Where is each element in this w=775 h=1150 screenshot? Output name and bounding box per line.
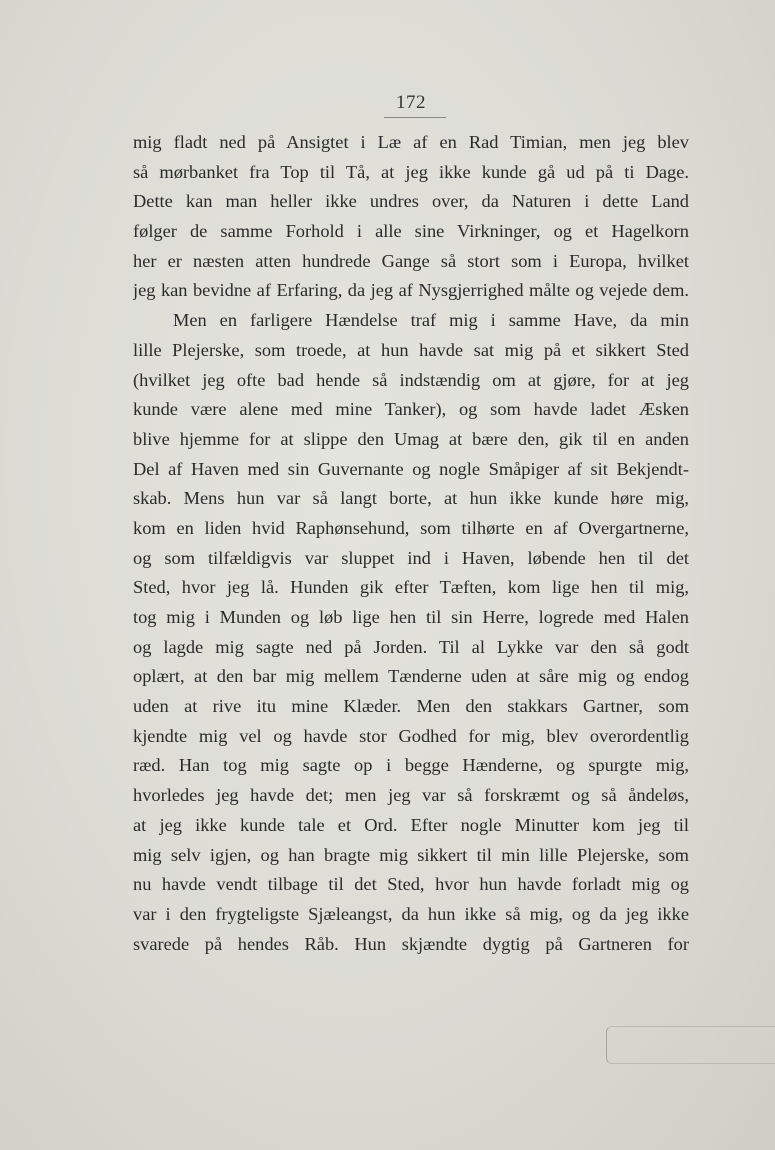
text-line: Sted, hvor jeg lå. Hunden gik efter Tæften, kom lige hen til mig, [133, 577, 689, 598]
text-line: mig fladt ned på Ansigtet i Læ af en Rad Timian, men jeg blev [133, 132, 689, 152]
text-line: hvorledes jeg havde det; men jeg var så forskræmt og så åndeløs, [133, 785, 689, 806]
text-line: kjendte mig vel og havde stor Godhed for mig, blev overordentlig [133, 725, 689, 746]
text-line: kom en liden hvid Raphønsehund, som tilhørte en af Overgartnerne, [133, 517, 689, 538]
text-line: blive hjemme for at slippe den Umag at bære den, gik til en anden [133, 428, 689, 449]
page-number: 172 [396, 92, 426, 113]
text-line: lille Plejerske, som troede, at hun havde sat mig på et sikkert Sted [133, 339, 689, 360]
text-line: tog mig i Munden og løb lige hen til sin Herre, logrede med Halen [133, 607, 689, 627]
text-line: følger de samme Forhold i alle sine Virkninger, og et Hagelkorn [133, 221, 689, 242]
text-line: Del af Haven med sin Guvernante og nogle Småpiger af sit Bekjendt- [133, 458, 689, 479]
text-line: nu havde vendt tilbage til det Sted, hvor hun havde forladt mig og [133, 874, 689, 895]
body-text [133, 128, 689, 959]
text-line: så mørbanket fra Top til Tå, at jeg ikke kunde gå ud på ti Dage. [133, 161, 689, 182]
text-line: var i den frygteligste Sjæleangst, da hun ikke så mig, og da jeg ikke [133, 903, 689, 924]
text-line: Dette kan man heller ikke undres over, da Naturen i dette Land [133, 191, 689, 212]
page-number-rule [384, 117, 446, 118]
text-line: at jeg ikke kunde tale et Ord. Efter nogle Minutter kom jeg til [133, 814, 689, 835]
text-line: kunde være alene med mine Tanker), og som havde ladet Æsken [133, 399, 689, 420]
text-line: jeg kan bevidne af Erfaring, da jeg af Nysgjerrighed målte og vejede dem. [133, 280, 689, 301]
text-line: Men en farligere Hændelse traf mig i samme Have, da min [173, 310, 689, 331]
text-line: mig selv igjen, og han bragte mig sikkert til min lille Plejerske, som [133, 844, 689, 865]
text-line: og som tilfældigvis var sluppet ind i Haven, løbende hen til det [133, 547, 689, 568]
text-line: ræd. Han tog mig sagte op i begge Hænderne, og spurgte mig, [133, 755, 689, 776]
text-line: uden at rive itu mine Klæder. Men den stakkars Gartner, som [133, 696, 689, 717]
text-line: svarede på hendes Råb. Hun skjændte dygtig på Gartneren for [133, 933, 689, 954]
margin-bracket-mark [606, 1026, 775, 1064]
text-line: oplært, at den bar mig mellem Tænderne uden at såre mig og endog [133, 666, 689, 687]
text-line: skab. Mens hun var så langt borte, at hun ikke kunde høre mig, [133, 488, 689, 509]
text-line: og lagde mig sagte ned på Jorden. Til al Lykke var den så godt [133, 636, 689, 657]
text-line: her er næsten atten hundrede Gange så stort som i Europa, hvilket [133, 250, 689, 271]
text-line: (hvilket jeg ofte bad hende så indstændig om at gjøre, for at jeg [133, 369, 689, 390]
